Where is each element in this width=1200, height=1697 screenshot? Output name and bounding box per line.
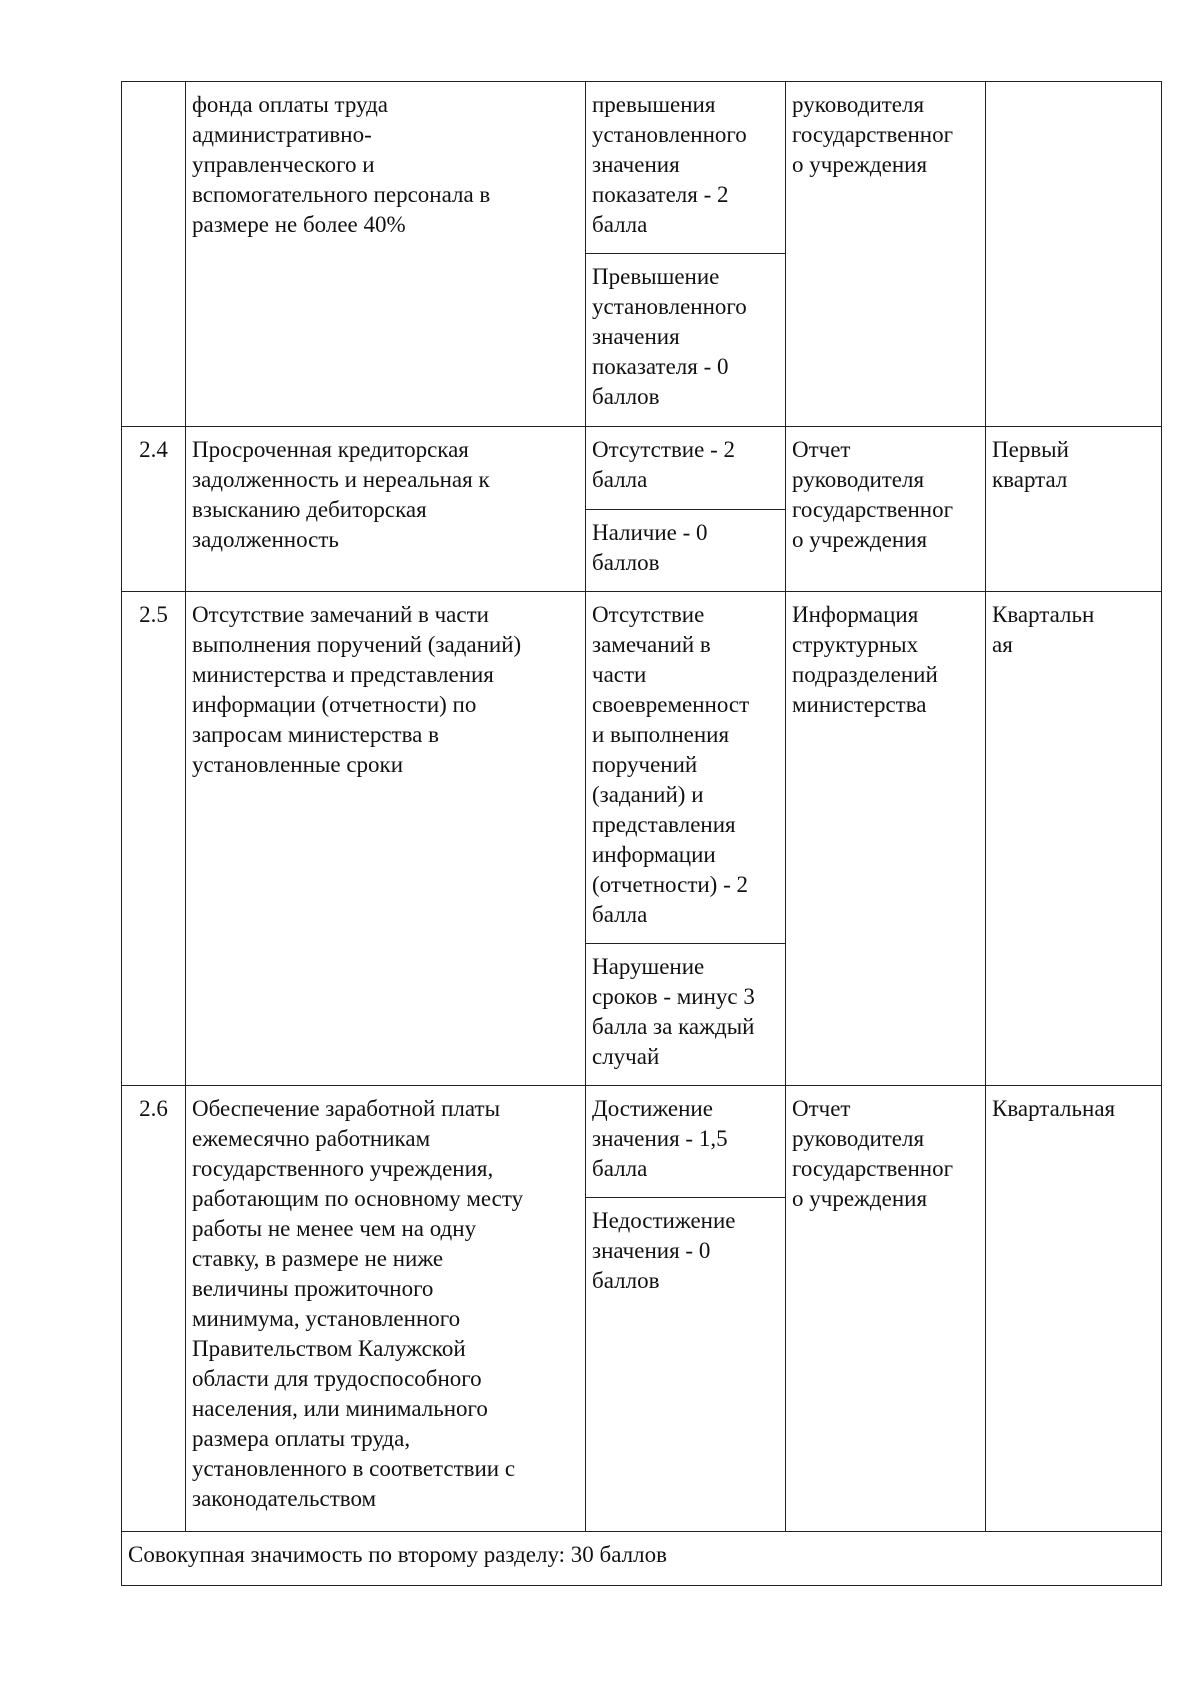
indicator-cell: Просроченная кредиторская задолженность и нереальная к взысканию дебиторская задолженность — [186, 427, 586, 592]
table-row — [122, 1086, 1162, 1198]
score-cell: Нарушение сроков - минус 3 балла за каждый случай — [586, 944, 786, 1086]
row-number: 2.4 — [122, 427, 186, 592]
indicator-cell: фонда оплаты труда административно- управленческого и вспомогательного персонала в размере не более 40% — [186, 82, 586, 427]
criteria-table — [121, 81, 1162, 1586]
table-row — [122, 82, 1162, 254]
indicator-cell: Обеспечение заработной платы ежемесячно работникам государственного учреждения, работающим по основному месту работы не менее чем на одну ставку, в размере не ниже величины прожиточного минимума, установленного Правительством Калужской области для трудоспособного населения, или минимального размера оплаты труда, установленного в соответствии с законодательством — [186, 1086, 586, 1532]
score-cell: Превышение установленного значения показателя - 0 баллов — [586, 254, 786, 427]
row-number: 2.6 — [122, 1086, 186, 1532]
score-cell: Отсутствие замечаний в части своевременност и выполнения поручений (заданий) и представления информации (отчетности) - 2 балла — [586, 592, 786, 944]
score-cell: Наличие - 0 баллов — [586, 510, 786, 592]
period-cell: Квартальн ая — [986, 592, 1162, 1086]
table-row — [122, 427, 1162, 510]
total-row — [122, 1532, 1162, 1586]
score-cell: Недостижение значения - 0 баллов — [586, 1198, 786, 1532]
source-cell: Отчет руководителя государственног о учреждения — [786, 1086, 986, 1532]
indicator-cell: Отсутствие замечаний в части выполнения поручений (заданий) министерства и представления информации (отчетности) по запросам министерства в установленные сроки — [186, 592, 586, 1086]
row-number: 2.5 — [122, 592, 186, 1086]
period-cell — [986, 82, 1162, 427]
source-cell: Информация структурных подразделений министерства — [786, 592, 986, 1086]
table-row — [122, 592, 1162, 944]
row-number — [122, 82, 186, 427]
period-cell: Квартальная — [986, 1086, 1162, 1532]
period-cell: Первый квартал — [986, 427, 1162, 592]
section-total: Совокупная значимость по второму разделу: 30 баллов — [122, 1532, 1162, 1586]
score-cell: Отсутствие - 2 балла — [586, 427, 786, 510]
source-cell: Отчет руководителя государственног о учреждения — [786, 427, 986, 592]
score-cell: Достижение значения - 1,5 балла — [586, 1086, 786, 1198]
source-cell: руководителя государственног о учреждения — [786, 82, 986, 427]
score-cell: превышения установленного значения показателя - 2 балла — [586, 82, 786, 254]
